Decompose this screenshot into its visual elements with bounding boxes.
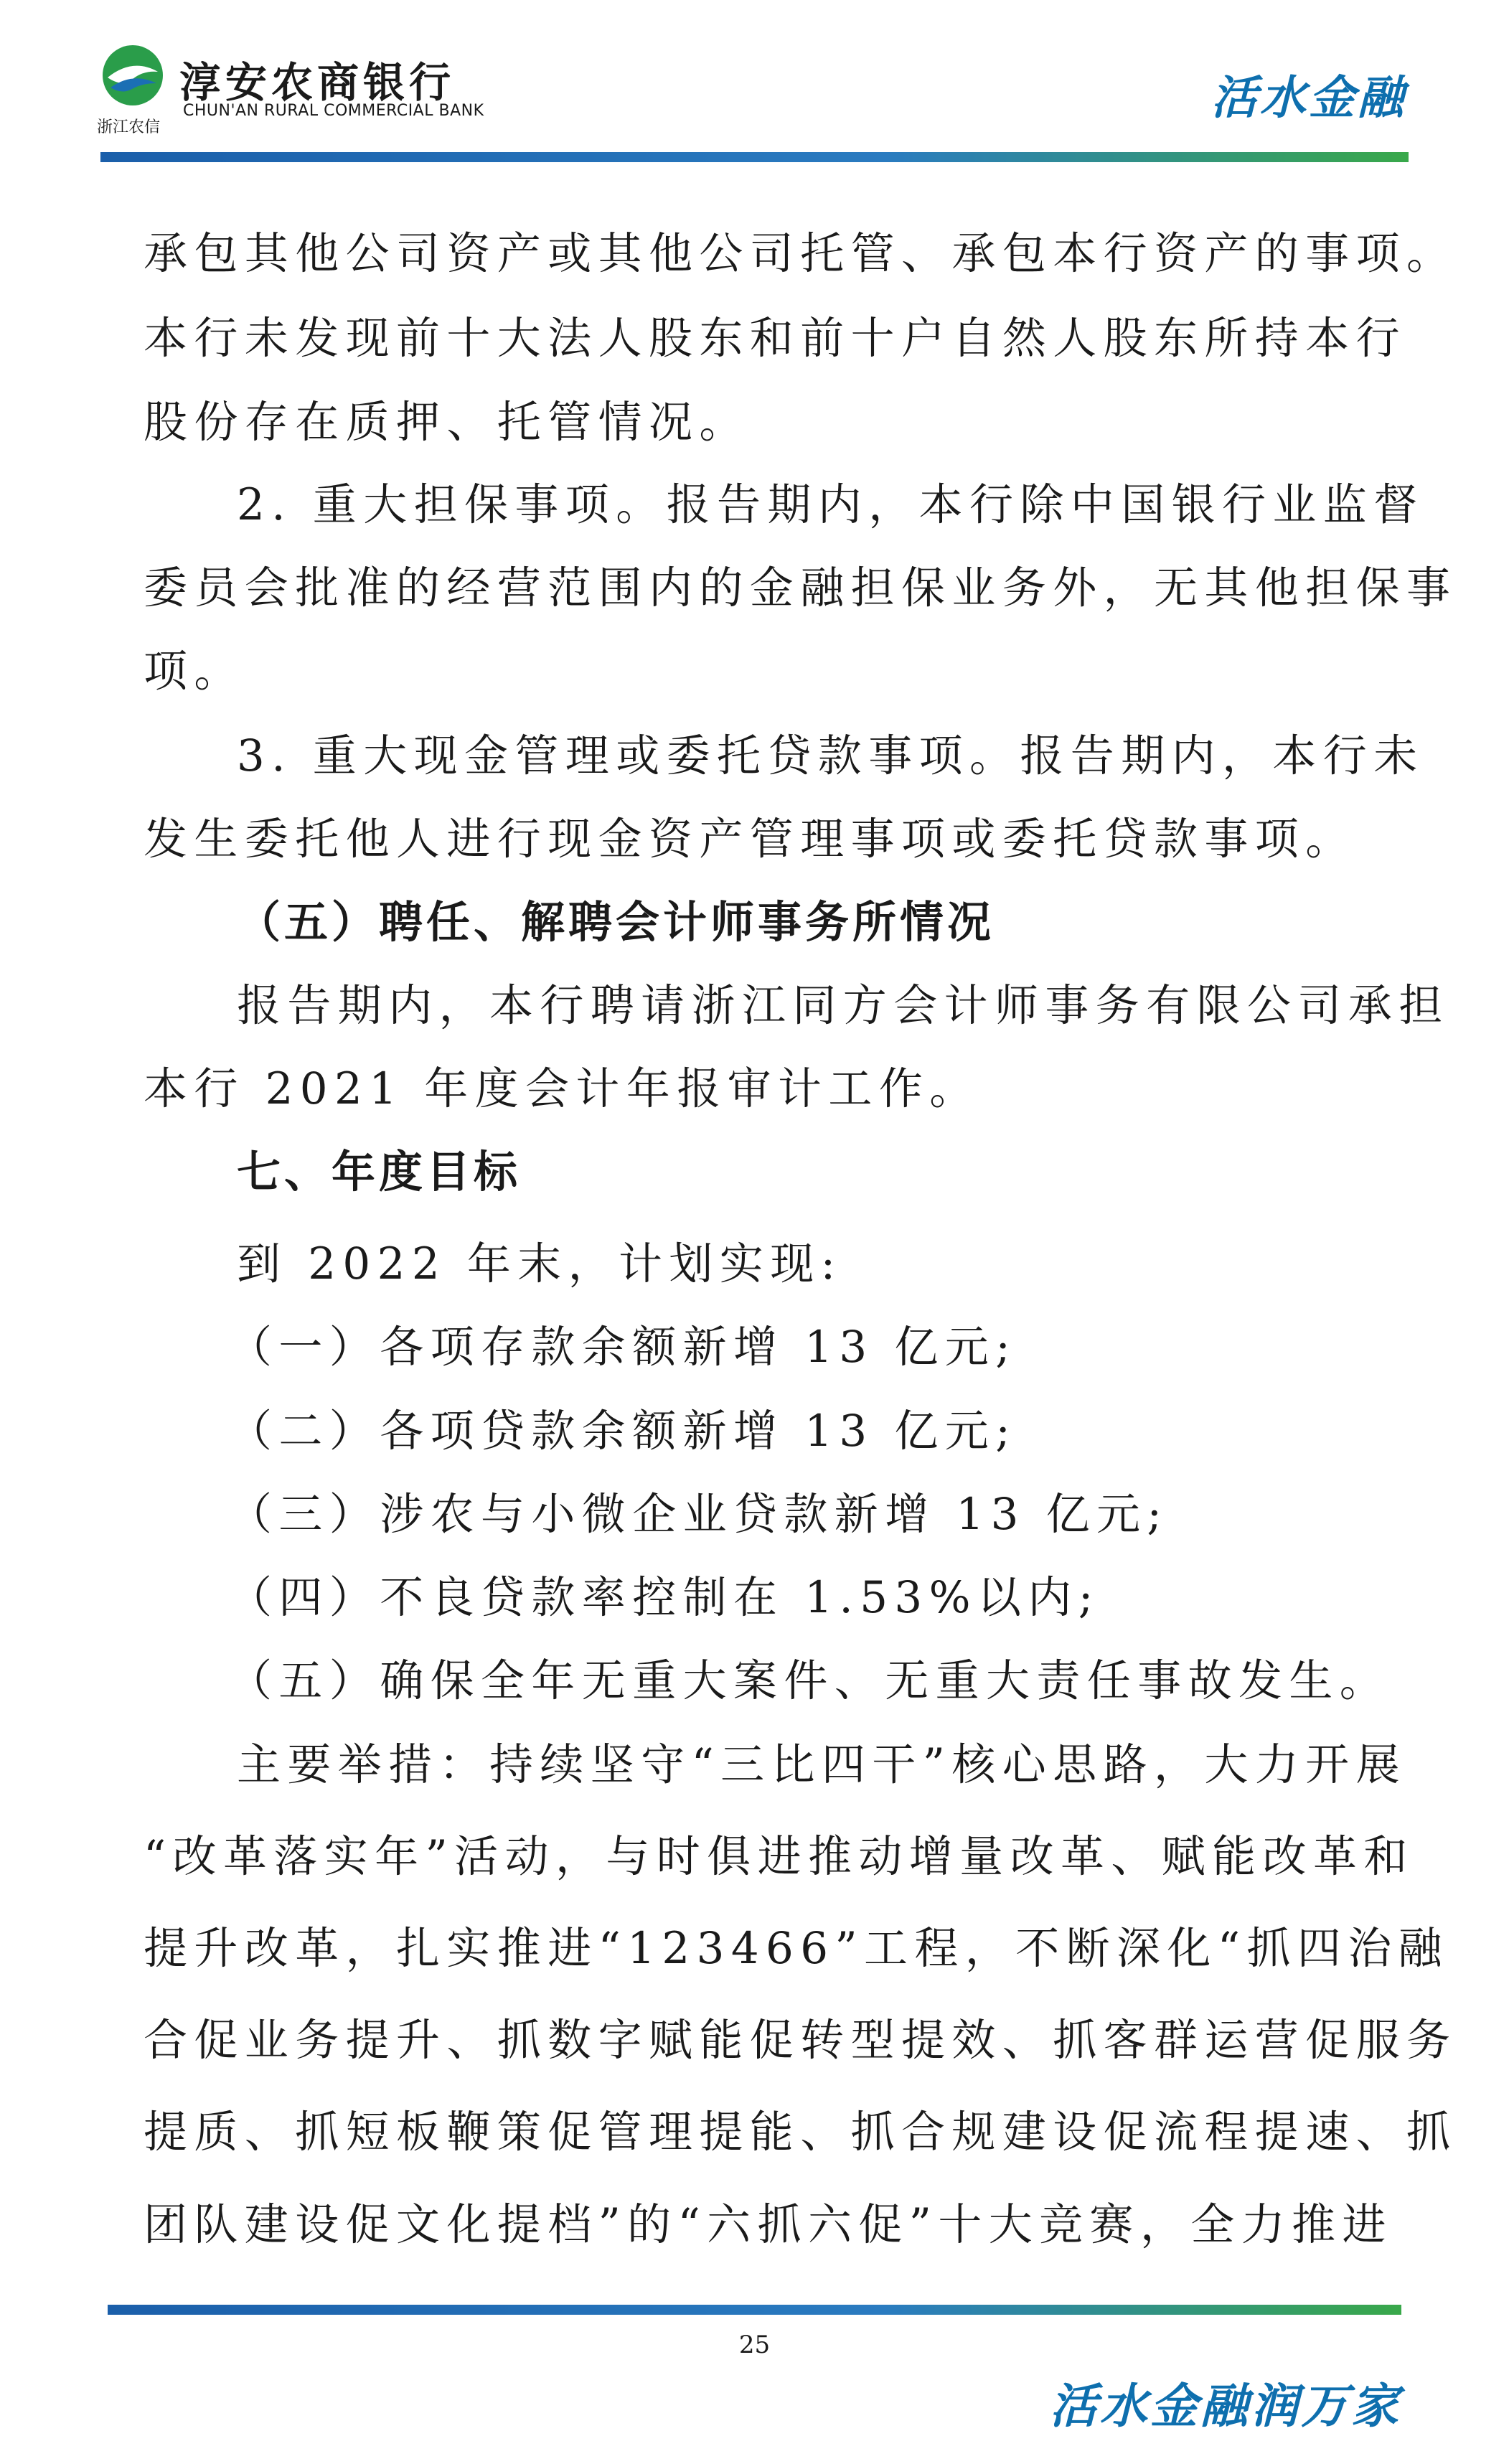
list-item: （四）不良贷款率控制在 1.53%以内;: [228, 1572, 1100, 1623]
body-line: 团队建设促文化提档”的“六抓六促”十大竞赛，全力推进: [144, 2199, 1393, 2250]
body-line: 主要举措：持续坚守“三比四干”核心思路，大力开展: [237, 1739, 1406, 1790]
bank-name-english: CHUN'AN RURAL COMMERCIAL BANK: [183, 102, 484, 120]
bank-logo-icon: [100, 43, 165, 108]
list-item: （三）涉农与小微企业贷款新增 13 亿元;: [228, 1489, 1169, 1540]
section-heading: 七、年度目标: [237, 1147, 522, 1198]
header-rule: [100, 152, 1409, 162]
body-line: 本行 2021 年度会计年报审计工作。: [144, 1063, 980, 1114]
body-line: 报告期内，本行聘请浙江同方会计师事务有限公司承担: [237, 980, 1449, 1031]
bank-name: 淳安农商银行: [179, 58, 456, 107]
body-line: 股份存在质押、托管情况。: [144, 397, 750, 448]
footer-rule: [108, 2305, 1401, 2315]
body-line: 提质、抓短板鞭策促管理提能、抓合规建设促流程提速、抓: [144, 2107, 1457, 2158]
body-line: 提升改革，扎实推进“123466”工程，不断深化“抓四治融: [144, 1923, 1449, 1974]
body-line: “改革落实年”活动，与时俱进推动增量改革、赋能改革和: [144, 1831, 1414, 1882]
body-line: 承包其他公司资产或其他公司托管、承包本行资产的事项。: [144, 228, 1457, 279]
body-line: 2. 重大担保事项。报告期内，本行除中国银行业监督: [237, 479, 1424, 530]
body-line: 项。: [144, 646, 245, 697]
page-header: [0, 0, 1509, 165]
body-line: 合促业务提升、抓数字赋能促转型提效、抓客群运营促服务: [144, 2015, 1457, 2066]
list-item: （二）各项贷款余额新增 13 亿元;: [228, 1406, 1017, 1457]
brand-slogan: 活水金融: [1211, 71, 1406, 125]
body-line: 3. 重大现金管理或委托贷款事项。报告期内，本行未: [237, 730, 1424, 781]
footer-slogan: 活水金融润万家: [1050, 2378, 1401, 2434]
list-item: （一）各项存款余额新增 13 亿元;: [228, 1322, 1017, 1373]
body-line: 发生委托他人进行现金资产管理事项或委托贷款事项。: [144, 814, 1356, 865]
body-line: 到 2022 年末，计划实现:: [237, 1238, 842, 1289]
page-number: 25: [738, 2331, 771, 2359]
list-item: （五）确保全年无重大案件、无重大责任事故发生。: [228, 1655, 1391, 1706]
body-line: 委员会批准的经营范围内的金融担保业务外，无其他担保事: [144, 563, 1457, 613]
section-heading: （五）聘任、解聘会计师事务所情况: [237, 897, 995, 948]
logo-subtitle: 浙江农信: [97, 118, 161, 136]
body-line: 本行未发现前十大法人股东和前十户自然人股东所持本行: [144, 313, 1407, 364]
